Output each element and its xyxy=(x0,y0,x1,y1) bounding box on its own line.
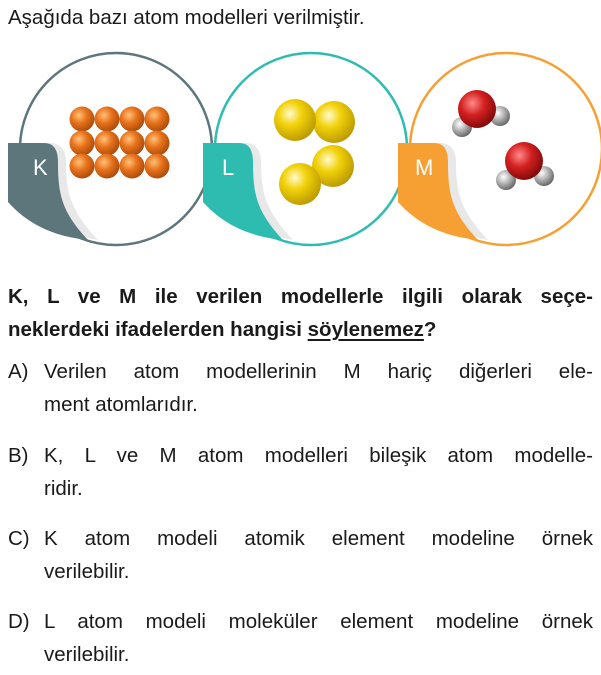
model-k xyxy=(8,53,212,245)
question-line-2 xyxy=(8,313,593,346)
option-c[interactable] xyxy=(8,522,593,588)
question-mark: ? xyxy=(423,318,437,341)
copper-atom xyxy=(145,131,170,156)
sulfur-atom xyxy=(274,99,316,141)
copper-atom xyxy=(95,131,120,156)
model-l-label: L xyxy=(222,155,235,180)
question-negation-word: söylenemez xyxy=(307,318,424,341)
option-c-text-line-2: verilebilir. xyxy=(44,560,130,583)
question-line-2-prefix: neklerdeki ifadelerden hangisi xyxy=(8,318,308,341)
copper-atom xyxy=(70,107,95,132)
model-k-label: K xyxy=(33,155,48,180)
option-d-text-line-2: verilebilir. xyxy=(44,643,130,666)
option-c-letter: C) xyxy=(8,527,30,550)
option-b-letter: B) xyxy=(8,444,29,467)
copper-atom xyxy=(70,131,95,156)
option-c-text-line-1: K atom modeli atomik element modeline örnek xyxy=(44,527,593,550)
option-a-text-line-1: Verilen atom modellerinin M hariç diğerleri ele- xyxy=(44,360,593,383)
atom-models xyxy=(0,48,601,248)
option-d-letter: D) xyxy=(8,610,30,633)
model-m-label: M xyxy=(415,155,434,180)
oxygen-atom xyxy=(458,90,496,128)
option-b-text-line-2: ridir. xyxy=(44,477,83,500)
copper-atom xyxy=(120,131,145,156)
copper-atom xyxy=(95,107,120,132)
option-a-text-line-2: ment atomlarıdır. xyxy=(44,393,198,416)
sulfur-atom xyxy=(279,163,321,205)
copper-atom xyxy=(145,154,170,179)
option-b-text-line-1: K, L ve M atom modelleri bileşik atom modelle- xyxy=(44,444,593,467)
option-d[interactable] xyxy=(8,605,593,671)
question-line-1: K, L ve M ile verilen modellerle ilgili olarak seçe- xyxy=(8,285,593,308)
option-a[interactable] xyxy=(8,355,593,421)
option-a-letter: A) xyxy=(8,360,29,383)
model-l xyxy=(203,53,407,245)
copper-atom xyxy=(145,107,170,132)
copper-atom xyxy=(120,154,145,179)
question-stem xyxy=(8,280,593,346)
copper-atom xyxy=(70,154,95,179)
oxygen-atom xyxy=(505,142,543,180)
model-m xyxy=(398,53,601,245)
sulfur-atom xyxy=(313,101,355,143)
option-b[interactable] xyxy=(8,439,593,505)
copper-atom xyxy=(95,154,120,179)
option-d-text-line-1: L atom modeli moleküler element modeline örnek xyxy=(44,610,593,633)
intro-text: Aşağıda bazı atom modelleri verilmiştir. xyxy=(8,6,365,29)
copper-atom xyxy=(120,107,145,132)
